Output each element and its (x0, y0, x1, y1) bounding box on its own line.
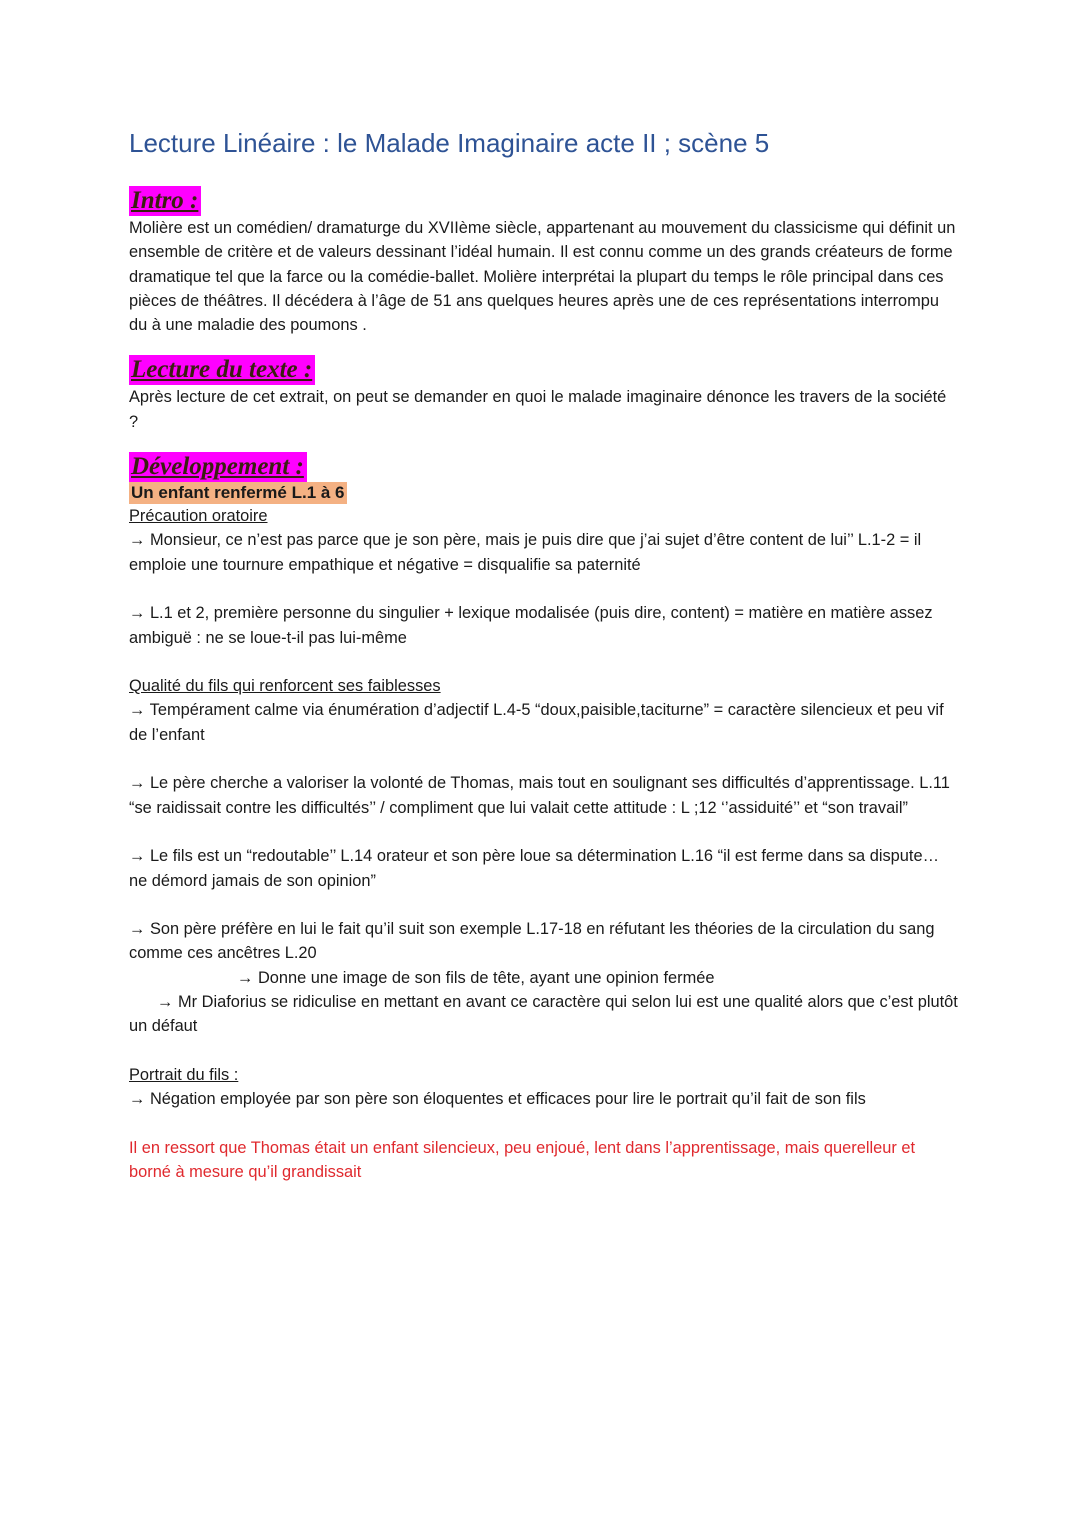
qualite-point-3: → Le fils est un “redoutable’’ L.14 orateur et son père loue sa détermination L.16 “il est ferme dans sa dispute… ne démord jamais de son opinion” (129, 847, 939, 890)
qualite-point-4: → Son père préfère en lui le fait qu’il suit son exemple L.17-18 en réfutant les théories de la circulation du sang comme ces ancêtres L.20 (129, 920, 935, 963)
lecture-text: Après lecture de cet extrait, on peut se demander en quoi le malade imaginaire dénonce les travers de la société ? (129, 388, 947, 431)
lecture-section (129, 355, 959, 434)
qualite-point-2: → Le père cherche a valoriser la volonté de Thomas, mais tout en soulignant ses difficultés d’apprentissage. L.11 “se raidissait contre les difficultés’’ / compliment que lui valait cette attitude : L ;12 ‘’assiduité’’ et “son travail” (129, 774, 950, 817)
precaution-point-1: → Monsieur, ce n’est pas parce que je son père, mais je puis dire que j’ai sujet d’être content de lui’’ L.1-2 = il emploie une tournure empathique et négative = disqualifie sa paternité (129, 531, 922, 574)
portrait-title: Portrait du fils : (129, 1065, 239, 1084)
precaution-title: Précaution oratoire (129, 507, 268, 526)
qualite-point-4b-text: → Mr Diaforius se ridiculise en mettant en avant ce caractère qui selon lui est une qualité alors que c’est plutôt un défaut (129, 993, 958, 1036)
qualite-point-1: → Tempérament calme via énumération d’adjectif L.4-5 “doux,paisible,taciturne” = caractère silencieux et peu vif de l’enfant (129, 701, 944, 744)
conclusion-text: Il en ressort que Thomas était un enfant silencieux, peu enjoué, lent dans l’apprentissage, mais querelleur et borné à mesure qu’il grandissait (129, 1138, 916, 1182)
intro-heading: Intro : (129, 186, 201, 216)
document-title: Lecture Linéaire : le Malade Imaginaire acte II ; scène 5 (129, 128, 770, 158)
developpement-heading: Développement : (129, 452, 307, 482)
part1-title: Un enfant renfermé L.1 à 6 (131, 483, 345, 503)
developpement-section (129, 452, 959, 1184)
precaution-point-2: → L.1 et 2, première personne du singulier + lexique modalisée (puis dire, content) = matière en matière assez ambiguë : ne se loue-t-il pas lui-même (129, 604, 933, 647)
intro-text: Molière est un comédien/ dramaturge du XVIIème siècle, appartenant au mouvement du classicisme qui définit un ensemble de critère et de valeurs dessinant l’idéal humain. Il est connu comme un des grands créateurs de forme dramatique tel que la farce ou la comédie-ballet. Molière interprétai la plupart du temps le rôle principal dans ces pièces de théâtres. Il décédera à l’âge de 51 ans quelques heures après une de ces représentations interrompu du à une maladie des poumons . (129, 219, 956, 335)
lecture-heading: Lecture du texte : (129, 355, 315, 385)
qualite-point-4a: → Donne une image de son fils de tête, ayant une opinion fermée (237, 968, 715, 987)
qualite-point-4b (129, 990, 959, 1039)
portrait-point-1: → Négation employée par son père son éloquentes et efficaces pour lire le portrait qu’il fait de son fils (129, 1090, 866, 1109)
document-body (129, 186, 959, 1184)
intro-section (129, 186, 959, 337)
qualite-title: Qualité du fils qui renforcent ses faiblesses (129, 677, 441, 696)
